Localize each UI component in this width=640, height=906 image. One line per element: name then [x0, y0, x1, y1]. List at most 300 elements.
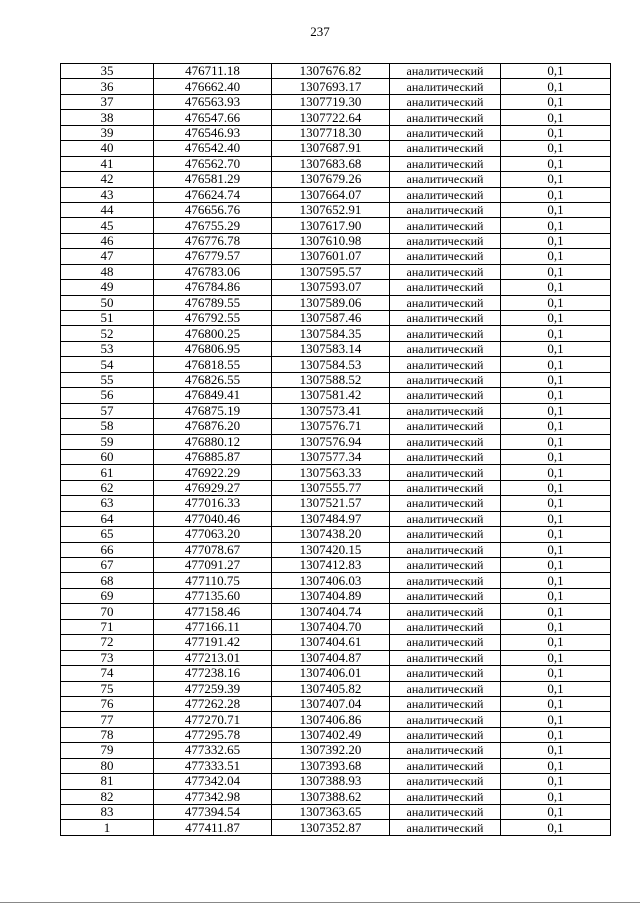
method-cell: аналитический	[390, 650, 501, 665]
y-coordinate-cell: 1307363.65	[272, 805, 390, 820]
accuracy-cell: 0,1	[501, 805, 611, 820]
table-row	[61, 187, 611, 202]
accuracy-cell: 0,1	[501, 403, 611, 418]
table-row	[61, 712, 611, 727]
y-coordinate-cell: 1307405.82	[272, 681, 390, 696]
y-coordinate-cell: 1307693.17	[272, 79, 390, 94]
point-number-cell: 70	[61, 604, 154, 619]
method-cell: аналитический	[390, 419, 501, 434]
point-number-cell: 74	[61, 666, 154, 681]
method-cell: аналитический	[390, 218, 501, 233]
x-coordinate-cell: 477270.71	[154, 712, 272, 727]
method-cell: аналитический	[390, 774, 501, 789]
y-coordinate-cell: 1307388.93	[272, 774, 390, 789]
accuracy-cell: 0,1	[501, 280, 611, 295]
table-row	[61, 774, 611, 789]
method-cell: аналитический	[390, 372, 501, 387]
accuracy-cell: 0,1	[501, 264, 611, 279]
y-coordinate-cell: 1307610.98	[272, 233, 390, 248]
table-row	[61, 573, 611, 588]
accuracy-cell: 0,1	[501, 604, 611, 619]
accuracy-cell: 0,1	[501, 619, 611, 634]
point-number-cell: 47	[61, 249, 154, 264]
x-coordinate-cell: 476818.55	[154, 357, 272, 372]
table-row	[61, 805, 611, 820]
y-coordinate-cell: 1307676.82	[272, 64, 390, 79]
y-coordinate-cell: 1307555.77	[272, 480, 390, 495]
method-cell: аналитический	[390, 449, 501, 464]
method-cell: аналитический	[390, 789, 501, 804]
x-coordinate-cell: 476880.12	[154, 434, 272, 449]
point-number-cell: 65	[61, 527, 154, 542]
y-coordinate-cell: 1307412.83	[272, 558, 390, 573]
point-number-cell: 53	[61, 341, 154, 356]
table-row	[61, 542, 611, 557]
table-row	[61, 280, 611, 295]
table-row	[61, 558, 611, 573]
y-coordinate-cell: 1307402.49	[272, 727, 390, 742]
y-coordinate-cell: 1307589.06	[272, 295, 390, 310]
accuracy-cell: 0,1	[501, 156, 611, 171]
method-cell: аналитический	[390, 635, 501, 650]
table-row	[61, 789, 611, 804]
accuracy-cell: 0,1	[501, 635, 611, 650]
x-coordinate-cell: 476800.25	[154, 326, 272, 341]
point-number-cell: 62	[61, 480, 154, 495]
table-row	[61, 604, 611, 619]
point-number-cell: 82	[61, 789, 154, 804]
table-row	[61, 681, 611, 696]
method-cell: аналитический	[390, 357, 501, 372]
method-cell: аналитический	[390, 388, 501, 403]
table-row	[61, 635, 611, 650]
x-coordinate-cell: 477332.65	[154, 743, 272, 758]
x-coordinate-cell: 476711.18	[154, 64, 272, 79]
accuracy-cell: 0,1	[501, 727, 611, 742]
y-coordinate-cell: 1307584.35	[272, 326, 390, 341]
x-coordinate-cell: 477411.87	[154, 820, 272, 835]
x-coordinate-cell: 476784.86	[154, 280, 272, 295]
point-number-cell: 63	[61, 496, 154, 511]
accuracy-cell: 0,1	[501, 218, 611, 233]
table-row	[61, 743, 611, 758]
point-number-cell: 57	[61, 403, 154, 418]
accuracy-cell: 0,1	[501, 79, 611, 94]
point-number-cell: 72	[61, 635, 154, 650]
x-coordinate-cell: 477238.16	[154, 666, 272, 681]
point-number-cell: 61	[61, 465, 154, 480]
method-cell: аналитический	[390, 727, 501, 742]
accuracy-cell: 0,1	[501, 666, 611, 681]
point-number-cell: 54	[61, 357, 154, 372]
table-row	[61, 79, 611, 94]
x-coordinate-cell: 476562.70	[154, 156, 272, 171]
point-number-cell: 56	[61, 388, 154, 403]
accuracy-cell: 0,1	[501, 789, 611, 804]
method-cell: аналитический	[390, 79, 501, 94]
y-coordinate-cell: 1307652.91	[272, 202, 390, 217]
method-cell: аналитический	[390, 805, 501, 820]
method-cell: аналитический	[390, 233, 501, 248]
accuracy-cell: 0,1	[501, 696, 611, 711]
y-coordinate-cell: 1307392.20	[272, 743, 390, 758]
table-row	[61, 202, 611, 217]
accuracy-cell: 0,1	[501, 249, 611, 264]
method-cell: аналитический	[390, 125, 501, 140]
y-coordinate-cell: 1307420.15	[272, 542, 390, 557]
y-coordinate-cell: 1307595.57	[272, 264, 390, 279]
point-number-cell: 75	[61, 681, 154, 696]
x-coordinate-cell: 477078.67	[154, 542, 272, 557]
accuracy-cell: 0,1	[501, 588, 611, 603]
y-coordinate-cell: 1307577.34	[272, 449, 390, 464]
accuracy-cell: 0,1	[501, 527, 611, 542]
y-coordinate-cell: 1307583.14	[272, 341, 390, 356]
point-number-cell: 79	[61, 743, 154, 758]
table-row	[61, 588, 611, 603]
x-coordinate-cell: 477091.27	[154, 558, 272, 573]
accuracy-cell: 0,1	[501, 233, 611, 248]
accuracy-cell: 0,1	[501, 820, 611, 835]
accuracy-cell: 0,1	[501, 311, 611, 326]
x-coordinate-cell: 477191.42	[154, 635, 272, 650]
method-cell: аналитический	[390, 311, 501, 326]
method-cell: аналитический	[390, 202, 501, 217]
x-coordinate-cell: 477063.20	[154, 527, 272, 542]
table-row	[61, 434, 611, 449]
x-coordinate-cell: 476849.41	[154, 388, 272, 403]
table-row	[61, 141, 611, 156]
y-coordinate-cell: 1307438.20	[272, 527, 390, 542]
y-coordinate-cell: 1307404.74	[272, 604, 390, 619]
method-cell: аналитический	[390, 295, 501, 310]
x-coordinate-cell: 476662.40	[154, 79, 272, 94]
point-number-cell: 51	[61, 311, 154, 326]
x-coordinate-cell: 477213.01	[154, 650, 272, 665]
x-coordinate-cell: 476875.19	[154, 403, 272, 418]
table-row	[61, 696, 611, 711]
accuracy-cell: 0,1	[501, 295, 611, 310]
x-coordinate-cell: 477016.33	[154, 496, 272, 511]
accuracy-cell: 0,1	[501, 357, 611, 372]
y-coordinate-cell: 1307388.62	[272, 789, 390, 804]
y-coordinate-cell: 1307601.07	[272, 249, 390, 264]
method-cell: аналитический	[390, 542, 501, 557]
accuracy-cell: 0,1	[501, 573, 611, 588]
table-row	[61, 94, 611, 109]
accuracy-cell: 0,1	[501, 743, 611, 758]
x-coordinate-cell: 476929.27	[154, 480, 272, 495]
point-number-cell: 42	[61, 172, 154, 187]
y-coordinate-cell: 1307404.70	[272, 619, 390, 634]
method-cell: аналитический	[390, 743, 501, 758]
x-coordinate-cell: 477262.28	[154, 696, 272, 711]
accuracy-cell: 0,1	[501, 511, 611, 526]
method-cell: аналитический	[390, 187, 501, 202]
method-cell: аналитический	[390, 496, 501, 511]
point-number-cell: 80	[61, 758, 154, 773]
accuracy-cell: 0,1	[501, 372, 611, 387]
x-coordinate-cell: 477110.75	[154, 573, 272, 588]
y-coordinate-cell: 1307593.07	[272, 280, 390, 295]
y-coordinate-cell: 1307687.91	[272, 141, 390, 156]
accuracy-cell: 0,1	[501, 125, 611, 140]
table-row	[61, 172, 611, 187]
point-number-cell: 46	[61, 233, 154, 248]
point-number-cell: 49	[61, 280, 154, 295]
y-coordinate-cell: 1307617.90	[272, 218, 390, 233]
x-coordinate-cell: 477295.78	[154, 727, 272, 742]
y-coordinate-cell: 1307576.71	[272, 419, 390, 434]
point-number-cell: 81	[61, 774, 154, 789]
method-cell: аналитический	[390, 94, 501, 109]
x-coordinate-cell: 476885.87	[154, 449, 272, 464]
table-row	[61, 449, 611, 464]
y-coordinate-cell: 1307404.61	[272, 635, 390, 650]
x-coordinate-cell: 476806.95	[154, 341, 272, 356]
method-cell: аналитический	[390, 264, 501, 279]
method-cell: аналитический	[390, 681, 501, 696]
y-coordinate-cell: 1307719.30	[272, 94, 390, 109]
y-coordinate-cell: 1307393.68	[272, 758, 390, 773]
point-number-cell: 36	[61, 79, 154, 94]
x-coordinate-cell: 476826.55	[154, 372, 272, 387]
accuracy-cell: 0,1	[501, 542, 611, 557]
x-coordinate-cell: 477342.98	[154, 789, 272, 804]
method-cell: аналитический	[390, 465, 501, 480]
method-cell: аналитический	[390, 110, 501, 125]
method-cell: аналитический	[390, 820, 501, 835]
table-row	[61, 125, 611, 140]
point-number-cell: 41	[61, 156, 154, 171]
method-cell: аналитический	[390, 434, 501, 449]
x-coordinate-cell: 476783.06	[154, 264, 272, 279]
method-cell: аналитический	[390, 712, 501, 727]
point-number-cell: 44	[61, 202, 154, 217]
point-number-cell: 69	[61, 588, 154, 603]
x-coordinate-cell: 476656.76	[154, 202, 272, 217]
accuracy-cell: 0,1	[501, 681, 611, 696]
y-coordinate-cell: 1307683.68	[272, 156, 390, 171]
x-coordinate-cell: 476792.55	[154, 311, 272, 326]
accuracy-cell: 0,1	[501, 110, 611, 125]
y-coordinate-cell: 1307581.42	[272, 388, 390, 403]
table-row	[61, 357, 611, 372]
accuracy-cell: 0,1	[501, 341, 611, 356]
x-coordinate-cell: 476776.78	[154, 233, 272, 248]
coordinates-table-body	[61, 64, 611, 836]
table-row	[61, 480, 611, 495]
point-number-cell: 83	[61, 805, 154, 820]
method-cell: аналитический	[390, 141, 501, 156]
method-cell: аналитический	[390, 249, 501, 264]
x-coordinate-cell: 476581.29	[154, 172, 272, 187]
method-cell: аналитический	[390, 666, 501, 681]
accuracy-cell: 0,1	[501, 480, 611, 495]
accuracy-cell: 0,1	[501, 141, 611, 156]
accuracy-cell: 0,1	[501, 64, 611, 79]
x-coordinate-cell: 476876.20	[154, 419, 272, 434]
accuracy-cell: 0,1	[501, 496, 611, 511]
x-coordinate-cell: 476922.29	[154, 465, 272, 480]
accuracy-cell: 0,1	[501, 172, 611, 187]
table-row	[61, 64, 611, 79]
table-row	[61, 326, 611, 341]
point-number-cell: 40	[61, 141, 154, 156]
accuracy-cell: 0,1	[501, 758, 611, 773]
y-coordinate-cell: 1307679.26	[272, 172, 390, 187]
method-cell: аналитический	[390, 156, 501, 171]
table-row	[61, 465, 611, 480]
y-coordinate-cell: 1307718.30	[272, 125, 390, 140]
y-coordinate-cell: 1307588.52	[272, 372, 390, 387]
method-cell: аналитический	[390, 403, 501, 418]
point-number-cell: 43	[61, 187, 154, 202]
y-coordinate-cell: 1307407.04	[272, 696, 390, 711]
method-cell: аналитический	[390, 326, 501, 341]
method-cell: аналитический	[390, 527, 501, 542]
table-row	[61, 233, 611, 248]
table-row	[61, 311, 611, 326]
x-coordinate-cell: 477259.39	[154, 681, 272, 696]
table-row	[61, 758, 611, 773]
point-number-cell: 60	[61, 449, 154, 464]
point-number-cell: 58	[61, 419, 154, 434]
table-row	[61, 419, 611, 434]
table-row	[61, 666, 611, 681]
method-cell: аналитический	[390, 573, 501, 588]
point-number-cell: 55	[61, 372, 154, 387]
y-coordinate-cell: 1307484.97	[272, 511, 390, 526]
point-number-cell: 64	[61, 511, 154, 526]
x-coordinate-cell: 477342.04	[154, 774, 272, 789]
x-coordinate-cell: 477040.46	[154, 511, 272, 526]
y-coordinate-cell: 1307573.41	[272, 403, 390, 418]
point-number-cell: 38	[61, 110, 154, 125]
method-cell: аналитический	[390, 480, 501, 495]
method-cell: аналитический	[390, 172, 501, 187]
x-coordinate-cell: 476542.40	[154, 141, 272, 156]
x-coordinate-cell: 476624.74	[154, 187, 272, 202]
table-row	[61, 727, 611, 742]
point-number-cell: 48	[61, 264, 154, 279]
point-number-cell: 78	[61, 727, 154, 742]
y-coordinate-cell: 1307404.87	[272, 650, 390, 665]
accuracy-cell: 0,1	[501, 326, 611, 341]
point-number-cell: 45	[61, 218, 154, 233]
accuracy-cell: 0,1	[501, 449, 611, 464]
accuracy-cell: 0,1	[501, 419, 611, 434]
point-number-cell: 76	[61, 696, 154, 711]
y-coordinate-cell: 1307563.33	[272, 465, 390, 480]
accuracy-cell: 0,1	[501, 202, 611, 217]
accuracy-cell: 0,1	[501, 434, 611, 449]
table-row	[61, 527, 611, 542]
accuracy-cell: 0,1	[501, 558, 611, 573]
x-coordinate-cell: 477394.54	[154, 805, 272, 820]
table-row	[61, 156, 611, 171]
method-cell: аналитический	[390, 696, 501, 711]
accuracy-cell: 0,1	[501, 712, 611, 727]
y-coordinate-cell: 1307404.89	[272, 588, 390, 603]
table-row	[61, 650, 611, 665]
point-number-cell: 37	[61, 94, 154, 109]
method-cell: аналитический	[390, 341, 501, 356]
method-cell: аналитический	[390, 280, 501, 295]
table-row	[61, 496, 611, 511]
accuracy-cell: 0,1	[501, 774, 611, 789]
coordinates-table	[60, 63, 611, 836]
table-row	[61, 403, 611, 418]
accuracy-cell: 0,1	[501, 187, 611, 202]
point-number-cell: 71	[61, 619, 154, 634]
x-coordinate-cell: 476755.29	[154, 218, 272, 233]
point-number-cell: 59	[61, 434, 154, 449]
point-number-cell: 68	[61, 573, 154, 588]
x-coordinate-cell: 476546.93	[154, 125, 272, 140]
y-coordinate-cell: 1307406.03	[272, 573, 390, 588]
table-row	[61, 295, 611, 310]
table-row	[61, 249, 611, 264]
table-row	[61, 341, 611, 356]
method-cell: аналитический	[390, 558, 501, 573]
point-number-cell: 66	[61, 542, 154, 557]
y-coordinate-cell: 1307587.46	[272, 311, 390, 326]
x-coordinate-cell: 477333.51	[154, 758, 272, 773]
accuracy-cell: 0,1	[501, 650, 611, 665]
y-coordinate-cell: 1307664.07	[272, 187, 390, 202]
accuracy-cell: 0,1	[501, 465, 611, 480]
x-coordinate-cell: 477166.11	[154, 619, 272, 634]
table-row	[61, 218, 611, 233]
y-coordinate-cell: 1307406.01	[272, 666, 390, 681]
table-row	[61, 619, 611, 634]
point-number-cell: 50	[61, 295, 154, 310]
point-number-cell: 73	[61, 650, 154, 665]
method-cell: аналитический	[390, 758, 501, 773]
y-coordinate-cell: 1307521.57	[272, 496, 390, 511]
point-number-cell: 39	[61, 125, 154, 140]
accuracy-cell: 0,1	[501, 94, 611, 109]
method-cell: аналитический	[390, 619, 501, 634]
point-number-cell: 52	[61, 326, 154, 341]
point-number-cell: 77	[61, 712, 154, 727]
point-number-cell: 67	[61, 558, 154, 573]
method-cell: аналитический	[390, 511, 501, 526]
method-cell: аналитический	[390, 588, 501, 603]
point-number-cell: 1	[61, 820, 154, 835]
table-row	[61, 388, 611, 403]
table-row	[61, 820, 611, 835]
x-coordinate-cell: 476563.93	[154, 94, 272, 109]
y-coordinate-cell: 1307584.53	[272, 357, 390, 372]
method-cell: аналитический	[390, 604, 501, 619]
x-coordinate-cell: 477158.46	[154, 604, 272, 619]
y-coordinate-cell: 1307352.87	[272, 820, 390, 835]
y-coordinate-cell: 1307406.86	[272, 712, 390, 727]
table-row	[61, 110, 611, 125]
table-row	[61, 264, 611, 279]
page-number: 237	[310, 24, 330, 39]
page-bottom-divider	[0, 902, 640, 903]
x-coordinate-cell: 476779.57	[154, 249, 272, 264]
y-coordinate-cell: 1307576.94	[272, 434, 390, 449]
method-cell: аналитический	[390, 64, 501, 79]
point-number-cell: 35	[61, 64, 154, 79]
accuracy-cell: 0,1	[501, 388, 611, 403]
x-coordinate-cell: 476789.55	[154, 295, 272, 310]
x-coordinate-cell: 476547.66	[154, 110, 272, 125]
